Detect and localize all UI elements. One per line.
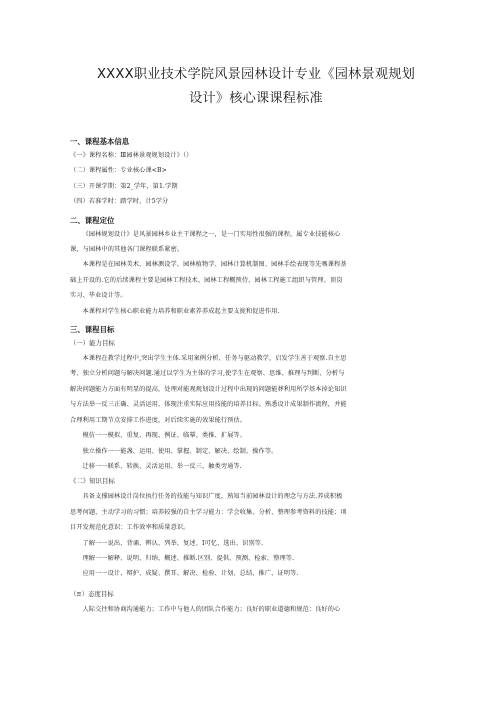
knowledge-level-line: 了解一一说出、背诵、辨认、列举、复述、I可忆、选出、识别等. [82,539,264,547]
title-line-2: 设计》核心课课程标准 [189,91,323,106]
ability-body [70,351,442,474]
info-hours-credits: （四）若准学时：踏学时，计5学分 [70,198,169,206]
knowledge-level-line: 应用一一设计、辩护、成疑、撰耳、解决、检验、计划、总结、推广、证明等. [82,570,299,578]
body-line: 人际交往和协商沟通能力；工作中与他人的团队合作能力；良好的职业道德和规范：良好的心 [82,605,341,613]
ability-level-line: 迁移一一联系、转换、灵活运用、举一反三、触类旁通等. [82,462,242,470]
knowledge-body [70,489,442,581]
ability-level-line: 独立操作一一能盏、运用、使用、掌握、制定、解决、绘制、操作等。 [82,447,278,455]
info-course-attribute: （二）课程属性：专业核心课<B> [70,167,167,175]
body-line: 础上开设的.它的后续课程主要是园林工程技术、园林工程概预侍、园林工程施工组织与管理、顶岗 [70,276,343,284]
body-line: 解决问题能力方面有明显的提高，处理对能观规划设计过程中出现的问题能葬利用所学基本掉论知识 [70,385,347,393]
positioning-body [70,227,442,319]
body-line: 具备支撑园林设计岗位执行任务的技能与知识广度，熟知当前园林设计的理念与方法.养成积极 [82,493,343,501]
info-semester: （三）开课学期：第2_学年，第1.学期 [70,182,178,190]
body-line: 思考何题、主动学习的习惯；培养较强的自主学习能力：学会收集、分析、整理参考资料的技能；项 [70,508,347,516]
knowledge-level-line: 理解一一解释、说明、归纳、概述、推断.区别、提供、预测、检索、整理等. [82,554,295,562]
subheading-ability: （一）能力目标 [70,339,115,348]
body-line: 本课程在教学过程中,突出学生主体.采用案例分析、任务与驱动教学，启发学生善于观察.自主思 [82,355,347,363]
body-line: 本课程是在园林美术、园林测设学、园林植物学、园林计算机制图、园林手绘表现等先嗎课程基 [82,261,347,269]
body-line: 合理利用工期节点安排工作进度，对后续实施的效果能行预估。 [70,416,247,424]
title-line-1: XXXX职业技术学院风景园林设计专业《园林景观规划 [96,67,416,82]
info-course-name: 《一》课程名称：Ⅲ园林景观规划设计》（） [70,152,193,159]
document-title [70,0,442,111]
section-heading-basic-info: 一、课程基本信息 [70,137,130,146]
attitude-body [70,602,442,617]
body-line: 目开发规范化意识：工作效率和质量意识。 [70,524,190,532]
body-line: 课，与园林中的其他各门课程联系紧密。 [70,246,184,254]
section-heading-objectives: 三、课程目标 [70,325,115,335]
body-line: 考、独立分析问题与解决问题.通过以学生为主体的学习,使学生在观察、思维、推理与判断、分析与 [70,370,345,378]
body-line: 《园林规划设计》是风景园林乡业主干课程之一，是一门实用性很强的课程，属专业技能核心 [82,230,341,238]
ability-level-line: 模仿一一模拟、重复、再现、例证、临摹、类推、扩展等。 [82,432,246,440]
subheading-attitude: （≡）态度目标 [70,589,114,598]
body-line: 本课程对学生核心职业能力培养和职业素养养成起主要支拢和促进作用. [82,307,280,315]
body-line: 实习、毕业设计等。 [70,292,127,300]
basic-info-list [70,148,442,210]
section-heading-positioning: 二、课程定位 [70,215,115,225]
body-line: 与方法举一反三正确、灵活运用，体现注重实际应用技能的培养目标。熟悉设计成果制作流程，并能 [70,401,347,409]
subheading-knowledge: 《二》知识目标 [70,477,115,486]
